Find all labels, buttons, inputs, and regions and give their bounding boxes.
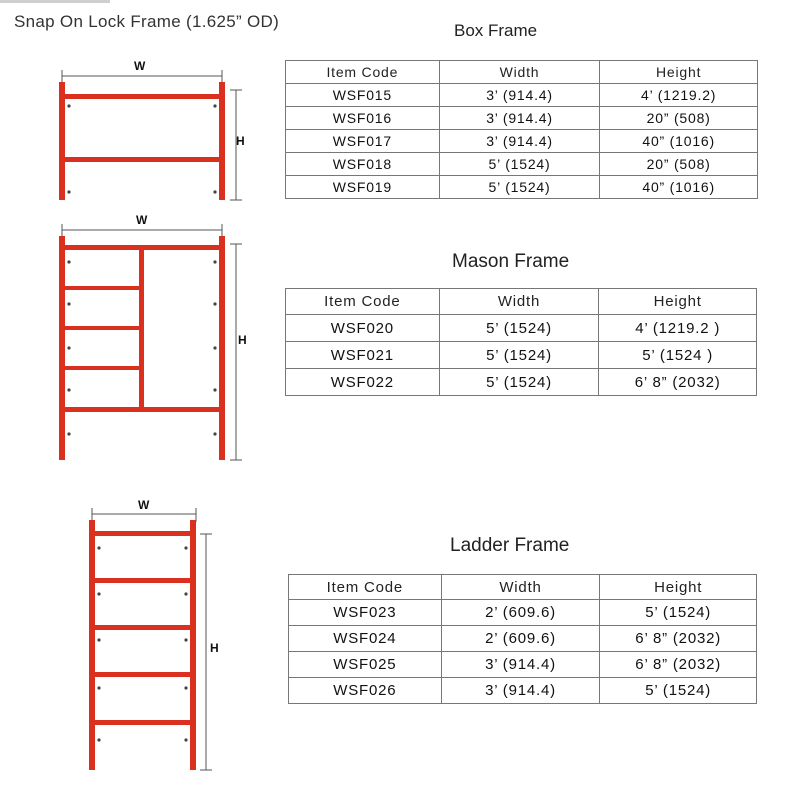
- ladder-height-label: H: [210, 641, 219, 655]
- width-cell: 5’ (1524): [439, 153, 600, 176]
- ladder-width-label: W: [138, 498, 150, 512]
- box-frame-table: [285, 60, 758, 199]
- mason-width-label: W: [136, 213, 148, 227]
- item-code-cell: WSF025: [289, 652, 442, 678]
- box-width-label: W: [134, 59, 146, 73]
- mason-frame-diagram: [59, 213, 247, 460]
- table-row: [289, 678, 757, 704]
- item-code-cell: WSF024: [289, 626, 442, 652]
- height-cell: 6’ 8” (2032): [600, 626, 757, 652]
- height-cell: 4’ (1219.2 ): [599, 315, 757, 342]
- table-row: [286, 369, 757, 396]
- table-header-row: [286, 61, 758, 84]
- item-code-cell: WSF019: [286, 176, 440, 199]
- width-cell: 5’ (1524): [439, 369, 599, 396]
- mason-height-label: H: [238, 333, 247, 347]
- page-title: Snap On Lock Frame (1.625” OD): [14, 12, 280, 31]
- item-code-cell: WSF015: [286, 84, 440, 107]
- item-code-cell: WSF022: [286, 369, 440, 396]
- height-cell: 20” (508): [600, 153, 758, 176]
- table-row: [286, 107, 758, 130]
- table-row: [286, 176, 758, 199]
- header-item-code: Item Code: [289, 575, 442, 600]
- width-cell: 3’ (914.4): [439, 107, 600, 130]
- item-code-cell: WSF021: [286, 342, 440, 369]
- item-code-cell: WSF016: [286, 107, 440, 130]
- ladder-frame-table: [288, 574, 757, 704]
- table-row: [286, 84, 758, 107]
- width-cell: 5’ (1524): [439, 342, 599, 369]
- box-frame-title: Box Frame: [454, 21, 538, 40]
- height-cell: 6’ 8” (2032): [600, 652, 757, 678]
- item-code-cell: WSF017: [286, 130, 440, 153]
- table-row: [289, 626, 757, 652]
- header-width: Width: [441, 575, 600, 600]
- height-cell: 5’ (1524): [600, 678, 757, 704]
- table-row: [286, 153, 758, 176]
- item-code-cell: WSF023: [289, 600, 442, 626]
- height-cell: 5’ (1524): [600, 600, 757, 626]
- box-height-label: H: [236, 134, 245, 148]
- table-header-row: [286, 289, 757, 315]
- header-width: Width: [439, 289, 599, 315]
- table-row: [286, 342, 757, 369]
- height-cell: 20” (508): [600, 107, 758, 130]
- table-row: [286, 130, 758, 153]
- item-code-cell: WSF026: [289, 678, 442, 704]
- header-height: Height: [600, 575, 757, 600]
- height-cell: 40” (1016): [600, 176, 758, 199]
- width-cell: 2’ (609.6): [441, 626, 600, 652]
- width-cell: 5’ (1524): [439, 315, 599, 342]
- table-row: [289, 600, 757, 626]
- mason-frame-title: Mason Frame: [452, 251, 570, 272]
- width-cell: 5’ (1524): [439, 176, 600, 199]
- ladder-frame-diagram: [89, 498, 219, 770]
- width-cell: 3’ (914.4): [439, 130, 600, 153]
- header-item-code: Item Code: [286, 61, 440, 84]
- width-cell: 3’ (914.4): [441, 652, 600, 678]
- ladder-frame-title: Ladder Frame: [450, 535, 570, 556]
- header-width: Width: [439, 61, 600, 84]
- header-item-code: Item Code: [286, 289, 440, 315]
- width-cell: 3’ (914.4): [439, 84, 600, 107]
- item-code-cell: WSF020: [286, 315, 440, 342]
- table-header-row: [289, 575, 757, 600]
- header-height: Height: [600, 61, 758, 84]
- height-cell: 6’ 8” (2032): [599, 369, 757, 396]
- height-cell: 40” (1016): [600, 130, 758, 153]
- table-row: [286, 315, 757, 342]
- height-cell: 4’ (1219.2): [600, 84, 758, 107]
- width-cell: 3’ (914.4): [441, 678, 600, 704]
- width-cell: 2’ (609.6): [441, 600, 600, 626]
- header-height: Height: [599, 289, 757, 315]
- box-frame-diagram: [59, 59, 245, 200]
- mason-frame-table: [285, 288, 757, 396]
- item-code-cell: WSF018: [286, 153, 440, 176]
- table-row: [289, 652, 757, 678]
- height-cell: 5’ (1524 ): [599, 342, 757, 369]
